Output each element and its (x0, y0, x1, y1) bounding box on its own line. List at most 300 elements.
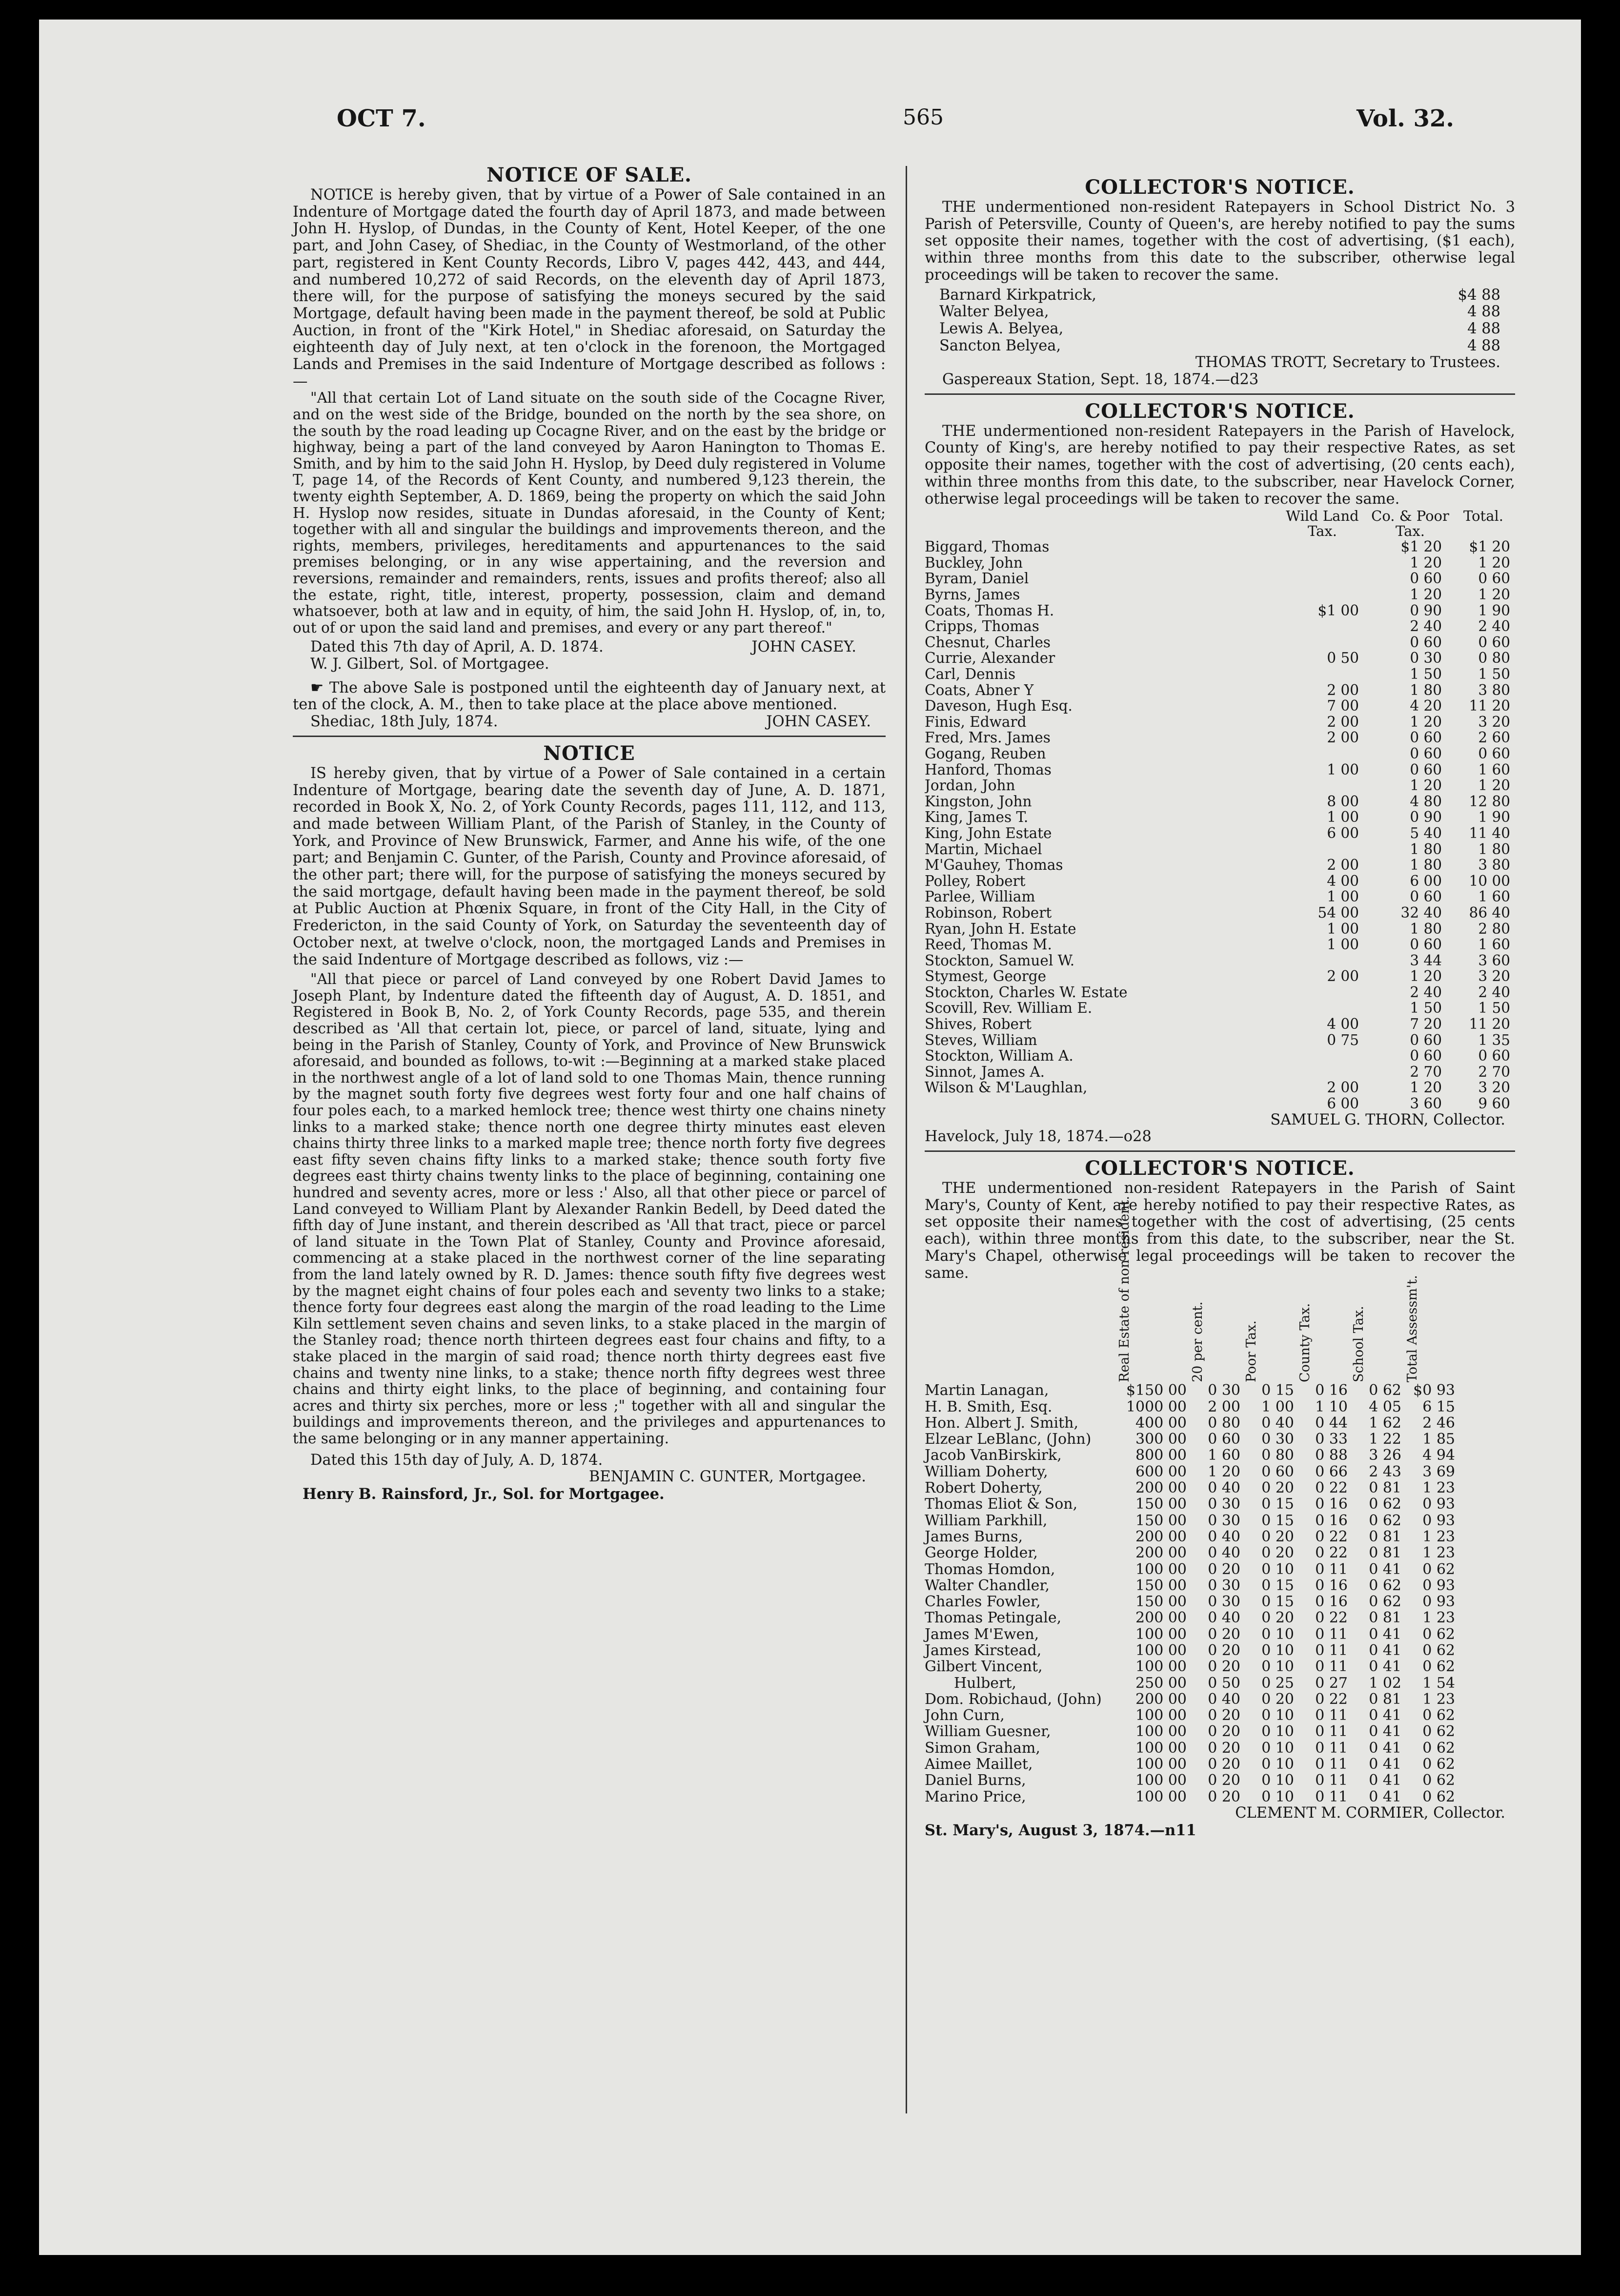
collector2-total: 1 35 (1478, 1031, 1510, 1048)
collector2-co: 0 60 (1410, 1047, 1442, 1065)
collector3-name: James Kirstead, (925, 1642, 1042, 1659)
collector2-wild: 7 00 (1327, 697, 1359, 715)
collector3-poor: 0 20 (1261, 1544, 1294, 1562)
collector3-poor: 0 10 (1261, 1772, 1294, 1789)
collector3-total: 0 62 (1422, 1642, 1455, 1659)
collector2-wild: $1 00 (1317, 602, 1359, 619)
collector2-wild: 8 00 (1327, 793, 1359, 810)
collector2-co: 1 20 (1410, 586, 1442, 603)
collector3-row (925, 1545, 1459, 1561)
collector2-total: 1 20 (1478, 777, 1510, 794)
collector3-total: 1 23 (1422, 1528, 1455, 1545)
collector2-name: Wilson & M'Laughlan, (925, 1080, 1088, 1096)
collector3-pct: 0 80 (1208, 1414, 1240, 1432)
collector3-school: 0 81 (1369, 1609, 1401, 1627)
collector3-county: 0 16 (1315, 1593, 1348, 1611)
collector2-name: Daveson, Hugh Esq. (925, 698, 1073, 714)
collector3-school: 0 81 (1369, 1528, 1401, 1545)
collector2-total: 3 60 (1478, 952, 1510, 969)
collector3-row (925, 1431, 1459, 1447)
collector2-total: 11 40 (1469, 824, 1510, 841)
collector3-name: Thomas Petingale, (925, 1609, 1062, 1627)
collector3-name: Hulbert, (954, 1674, 1016, 1692)
collector3-row (925, 1642, 1459, 1659)
collector2-wild (1276, 1064, 1369, 1080)
section-divider (293, 736, 886, 737)
collector3-total: 1 23 (1422, 1690, 1455, 1708)
collector3-poor: 0 20 (1261, 1690, 1294, 1708)
collector2-co: 3 44 (1410, 952, 1442, 969)
collector3-row (925, 1772, 1459, 1788)
collector2-co: 1 80 (1410, 920, 1442, 937)
collector3-header-total: Total Assessm't. (1405, 1275, 1420, 1383)
collector3-pct: 0 30 (1208, 1512, 1240, 1529)
collector3-poor: 0 15 (1261, 1512, 1294, 1529)
collector2-row (925, 698, 1515, 714)
collector3-school: 0 41 (1369, 1723, 1401, 1741)
collector3-school: 1 62 (1369, 1414, 1401, 1432)
collector2-name: Coats, Abner Y (925, 682, 1034, 698)
collector3-school: 1 22 (1369, 1431, 1401, 1448)
collector3-school: 0 81 (1369, 1690, 1401, 1708)
collector2-wild (1276, 778, 1369, 794)
collector2-wild (1276, 555, 1369, 571)
collector3-pct: 0 40 (1208, 1479, 1240, 1497)
collector3-pct: 0 20 (1208, 1772, 1240, 1789)
collector2-name: Byram, Daniel (925, 571, 1029, 587)
collector3-poor: 0 10 (1261, 1756, 1294, 1773)
collector3-pct: 0 60 (1208, 1431, 1240, 1448)
collector2-header-row (925, 509, 1515, 539)
collector2-name: Martin, Michael (925, 841, 1042, 858)
postponement-notice: ☛ The above Sale is postponed until the eighteenth day of January next, at ten of the clock, A. M., then to take place at the place above mentioned. (293, 679, 886, 714)
collector1-amount: $4 88 (1458, 286, 1500, 304)
collector2-row (925, 825, 1515, 841)
collector2-name: Sinnot, James A. (925, 1064, 1045, 1080)
collector3-school: 0 62 (1369, 1512, 1401, 1529)
notice-of-sale-solicitor: W. J. Gilbert, Sol. of Mortgagee. (310, 656, 549, 673)
collector3-total: 0 62 (1422, 1658, 1455, 1676)
collector1-table (925, 287, 1515, 355)
collector1-name: Lewis A. Belyea, (939, 320, 1064, 337)
collector3-row (925, 1399, 1459, 1415)
collector3-row (925, 1513, 1459, 1529)
collector2-wild: 1 00 (1327, 761, 1359, 778)
collector3-pct: 0 20 (1208, 1560, 1240, 1578)
notice-of-sale-title: NOTICE OF SALE. (486, 164, 692, 186)
collector3-school: 0 41 (1369, 1560, 1401, 1578)
collector2-name: Hanford, Thomas (925, 761, 1052, 778)
collector2-row (925, 921, 1515, 937)
collector2-name: Buckley, John (925, 554, 1023, 571)
collector2-total: 3 20 (1478, 968, 1510, 985)
collector2-co: 1 20 (1410, 1079, 1442, 1096)
collector3-row (925, 1610, 1459, 1626)
collector3-pct: 0 20 (1208, 1707, 1240, 1724)
collector2-name: Currie, Alexander (925, 650, 1055, 666)
collector3-total: 0 93 (1422, 1577, 1455, 1594)
collector3-county: 0 11 (1315, 1560, 1348, 1578)
collector3-estate: 600 00 (1135, 1463, 1187, 1480)
collector3-county: 0 22 (1315, 1528, 1348, 1545)
collector3-row (925, 1691, 1459, 1707)
collector2-wild (1276, 635, 1369, 651)
collector3-estate: 100 00 (1135, 1788, 1187, 1805)
collector2-row (925, 794, 1515, 810)
collector3-row (925, 1561, 1459, 1578)
collector2-co: 0 90 (1410, 602, 1442, 619)
collector2-co: 0 30 (1410, 650, 1442, 667)
collector2-total: 2 80 (1478, 920, 1510, 937)
collector3-total: 2 46 (1422, 1414, 1455, 1432)
collector3-county: 0 66 (1315, 1463, 1348, 1480)
collector2-row (925, 778, 1515, 794)
collector3-county: 0 11 (1315, 1739, 1348, 1757)
collector2-wild: 54 00 (1317, 904, 1359, 921)
collector2-co: 0 90 (1410, 809, 1442, 826)
collector3-county: 0 11 (1315, 1756, 1348, 1773)
collector2-row (925, 889, 1515, 905)
collector3-name: Dom. Robichaud, (John) (925, 1690, 1102, 1708)
collector2-co: 32 40 (1400, 904, 1442, 921)
collector2-name: Stymest, George (925, 968, 1047, 984)
collector2-total: $1 20 (1469, 538, 1510, 555)
collector2-co: 0 60 (1410, 888, 1442, 905)
collector2-wild: 1 00 (1327, 809, 1359, 826)
collector3-poor: 0 80 (1261, 1447, 1294, 1464)
collector2-total: 1 90 (1478, 602, 1510, 619)
collector2-wild: 2 00 (1327, 968, 1359, 985)
collector3-total: 3 69 (1422, 1463, 1455, 1480)
collector2-total: 0 60 (1478, 570, 1510, 587)
collector2-intro: THE undermentioned non-resident Ratepayers in the Parish of Havelock, County of King's, are hereby notified to pay their respective Rates, as set opposite their names, together with the cost of advertising, (20 cents each), within three months from this date, to the subscriber, near Havelock Corner, otherwise legal proceedings will be taken to recover the same. (925, 422, 1515, 508)
collector3-county: 0 27 (1315, 1674, 1348, 1692)
collector3-row (925, 1626, 1459, 1642)
collector3-total: 0 62 (1422, 1788, 1455, 1805)
collector2-total: 10 00 (1469, 872, 1510, 889)
collector1-row (939, 338, 1515, 355)
collector3-poor: 0 60 (1261, 1463, 1294, 1480)
collector2-name: Kingston, John (925, 793, 1032, 810)
collector2-row (925, 873, 1515, 889)
collector2-total: 86 40 (1469, 904, 1510, 921)
collector2-total: 1 60 (1478, 761, 1510, 778)
collector3-estate: 100 00 (1135, 1739, 1187, 1757)
collector3-school: 0 41 (1369, 1707, 1401, 1724)
collector2-total: 3 80 (1478, 681, 1510, 698)
collector3-estate: 100 00 (1135, 1642, 1187, 1659)
collector3-poor: 0 10 (1261, 1723, 1294, 1741)
collector2-total: 12 80 (1469, 793, 1510, 810)
collector3-name: Hon. Albert J. Smith, (925, 1414, 1079, 1432)
collector3-school: 0 81 (1369, 1479, 1401, 1497)
collector2-wild: 6 00 (1327, 1095, 1359, 1112)
collector2-name: Shives, Robert (925, 1016, 1032, 1032)
collector2-co: 6 00 (1410, 872, 1442, 889)
collector2-co: 0 60 (1410, 570, 1442, 587)
collector3-name: William Doherty, (925, 1463, 1048, 1480)
collector2-row (925, 968, 1515, 984)
postponement-sign-row (293, 714, 886, 731)
collector1-name: Barnard Kirkpatrick, (939, 287, 1096, 304)
collector2-place: Havelock, July 18, 1874.—o28 (925, 1128, 1152, 1146)
collector3-estate: 100 00 (1135, 1658, 1187, 1676)
collector2-co: 4 20 (1410, 697, 1442, 715)
collector3-total: 0 93 (1422, 1496, 1455, 1513)
collector3-poor: 0 15 (1261, 1382, 1294, 1399)
collector3-poor: 0 10 (1261, 1560, 1294, 1578)
collector2-co: 2 70 (1410, 1063, 1442, 1080)
collector2-wild: 2 00 (1327, 713, 1359, 730)
collector3-name: Gilbert Vincent, (925, 1658, 1043, 1676)
collector3-estate: 100 00 (1135, 1723, 1187, 1741)
collector3-pct: 0 40 (1208, 1609, 1240, 1627)
collector3-row (925, 1415, 1459, 1431)
collector2-wild: 4 00 (1327, 1016, 1359, 1033)
collector2-name: M'Gauhey, Thomas (925, 857, 1063, 873)
collector2-row (925, 650, 1515, 666)
collector3-school: 3 26 (1369, 1447, 1401, 1464)
collector3-total: 1 23 (1422, 1479, 1455, 1497)
collector3-name: Jacob VanBirskirk, (925, 1447, 1062, 1464)
collector2-total: 3 20 (1478, 1079, 1510, 1096)
collector2-total: 1 90 (1478, 809, 1510, 826)
collector3-name: H. B. Smith, Esq. (925, 1398, 1053, 1415)
collector3-total: 0 62 (1422, 1560, 1455, 1578)
collector2-total: 1 60 (1478, 888, 1510, 905)
collector3-poor: 0 10 (1261, 1707, 1294, 1724)
collector2-name: Coats, Thomas H. (925, 602, 1054, 619)
collector3-estate: 250 00 (1135, 1674, 1187, 1692)
collector3-poor: 0 20 (1261, 1528, 1294, 1545)
collector3-school: 0 81 (1369, 1544, 1401, 1562)
notice2-dated: Dated this 15th day of July, A. D, 1874. (310, 1451, 603, 1469)
collector3-poor: 0 10 (1261, 1642, 1294, 1659)
collector3-pct: 1 60 (1208, 1447, 1240, 1464)
collector2-row (925, 1096, 1515, 1112)
collector3-school: 0 41 (1369, 1739, 1401, 1757)
postponement-signer: JOHN CASEY. (766, 713, 871, 731)
notice-of-sale-para2: "All that certain Lot of Land situate on the south side of the Cocagne River, and on the west side of the Bridge, bounded on the north by the sea shore, on the south by the road leading up Cocagne River, and on the east by the bridge or highway, being a part of the land conveyed by Aaron Hanington to Thomas E. Smith, and by him to the said John H. Hyslop, by Deed duly registered in Volume T, page 14, of the Records of Kent County, and numbered 9,123 therein, the twenty eighth September, A. D. 1869, being the property on which the said John H. Hyslop now resides, situate in Dundas aforesaid, in the County of Kent; together with all and singular the buildings and improvements thereon, and the rights, members, privileges, hereditaments and appurtenances to the said premises belonging, or in any wise appertaining, and the reversion and reversions, remainder and remainders, rents, issues and profits thereof; also all the estate, right, title, interest, property, possession, claim and demand whatsoever, both at law and in equity, of him, the said John H. Hyslop, of, in, to, out of or upon the said land and premises, and every or any part thereof." (293, 390, 886, 636)
collector2-name: Fred, Mrs. James (925, 730, 1051, 746)
issue-date: OCT 7. (337, 105, 426, 132)
collector3-name: Robert Doherty, (925, 1479, 1043, 1497)
collector2-total: 3 20 (1478, 713, 1510, 730)
collector3-estate: 300 00 (1135, 1431, 1187, 1448)
collector2-name: Polley, Robert (925, 873, 1026, 889)
collector2-row (925, 762, 1515, 778)
notice2-para2: "All that piece or parcel of Land conveyed by one Robert David James to Joseph Plant, by Indenture dated the fifteenth day of August, A. D. 1851, and Registered in Book B, No. 2, of York County Records, page 535, and therein described as 'All that certain lot, piece, or parcel of land, situate, lying and being in the Parish of Stanley, County of York, and Province of New Brunswick aforesaid, and bounded as follows, to-wit :—Beginning at a marked stake placed in the northwest angle of a lot of land sold to one Thomas Main, thence running by the magnet south forty five degrees west forty four and one half chains of four poles each, to a marked hemlock tree; thence west thirty one chains ninety links to a marked stake; thence north one degree thirty minutes east eleven chains thirty three links to a marked maple tree; thence north forty five degrees east fifty seven chains fifty links to a marked stake; thence south forty five degrees east thirty chains twenty links to the place of beginning, containing one hundred and seventy acres, more or less :' Also, all that other piece or parcel of Land conveyed to William Plant by Alexander Rankin Bedell, by Deed dated the fifth day of June instant, and therein described as 'All that tract, piece or parcel of land situate in the Town Plat of Stanley, County and Province aforesaid, commencing at a stake placed in the northwest corner of the line separating from the land lately owned by R. D. James: thence south fifty five degrees west by the magnet eight chains of four poles each and seventy two links to a stake; thence forty four degrees east along the margin of the road leading to the Lime Kiln settlement seven chains and seven links, to a stake placed in the margin of the Stanley road; thence north thirteen degrees east four chains and fifty, to a stake placed in the margin of said road; thence north thirty degrees east five chains and twenty nine links, to a stake; thence north fifty degrees west three chains and thirty eight links, to the place of beginning, and containing four acres and thirty six perches, more or less ;" together with all and singular the buildings and improvements thereon, and the privileges and appurtenances to the same belonging or in any manner appertaining. (293, 971, 886, 1447)
collector1-amount: 4 88 (1467, 303, 1500, 321)
collector3-row (925, 1382, 1459, 1398)
collector3-pct: 0 30 (1208, 1577, 1240, 1594)
collector3-estate: 150 00 (1135, 1593, 1187, 1611)
collector2-row (925, 1064, 1515, 1080)
collector3-total: 1 23 (1422, 1544, 1455, 1562)
collector3-total: 1 85 (1422, 1431, 1455, 1448)
collector2-total: 0 60 (1478, 745, 1510, 762)
collector2-co: 0 60 (1410, 1031, 1442, 1048)
left-column (293, 164, 886, 1503)
collector2-wild: 1 00 (1327, 936, 1359, 953)
collector2-wild: 0 50 (1327, 650, 1359, 667)
collector3-estate: 200 00 (1135, 1690, 1187, 1708)
collector3-total: 0 93 (1422, 1593, 1455, 1611)
collector2-total: 0 60 (1478, 1047, 1510, 1065)
collector2-name: Biggard, Thomas (925, 539, 1050, 555)
collector3-name: William Guesner, (925, 1723, 1051, 1741)
collector3-county: 0 16 (1315, 1496, 1348, 1513)
collector2-co: 0 60 (1410, 936, 1442, 953)
collector2-wild: 6 00 (1327, 824, 1359, 841)
collector2-co: 0 60 (1410, 761, 1442, 778)
collector2-wild: 2 00 (1327, 857, 1359, 874)
collector2-name: Carl, Dennis (925, 666, 1016, 682)
collector3-estate: 150 00 (1135, 1512, 1187, 1529)
collector3-name: Aimee Maillet, (925, 1756, 1033, 1773)
collector3-header-estate: Real Estate of non-resident. (1117, 1196, 1132, 1383)
collector3-school: 4 05 (1369, 1398, 1401, 1415)
collector2-co: 0 60 (1410, 634, 1442, 651)
collector3-row (925, 1464, 1459, 1480)
collector3-pct: 0 20 (1208, 1658, 1240, 1676)
notice2-title: NOTICE (543, 741, 635, 765)
collector2-row (925, 539, 1515, 555)
collector2-row (925, 618, 1515, 635)
collector2-row (925, 587, 1515, 603)
notice-of-sale-para1: NOTICE is hereby given, that by virtue of a Power of Sale contained in an Indenture of Mortgage dated the fourth day of April 1873, and made between John H. Hyslop, of Dundas, in the County of Kent, Hotel Keeper, of the one part, and John Casey, of Shediac, in the County of Westmorland, of the other part, registered in Kent County Records, Libro V, pages 442, 443, and 444, and numbered 10,272 of said Records, on the eleventh day of April 1873, there will, for the purpose of satisfying the moneys secured by the said Mortgage, default having been made in the payment thereof, be sold at Public Auction, in front of the "Kirk Hotel," in Shediac aforesaid, on Saturday the eighteenth day of July next, at ten o'clock in the forenoon, the Mortgaged Lands and Premises in the said Indenture of Mortgage described as follows :— (293, 186, 886, 390)
collector2-wild (1276, 587, 1369, 603)
collector2-co: 3 60 (1410, 1095, 1442, 1112)
collector2-row (925, 682, 1515, 698)
collector2-wild (1276, 841, 1369, 858)
collector1-row (939, 321, 1515, 338)
collector3-county: 0 11 (1315, 1625, 1348, 1643)
collector2-name: King, James T. (925, 809, 1029, 825)
collector2-name: Ryan, John H. Estate (925, 921, 1076, 937)
collector3-poor: 0 15 (1261, 1496, 1294, 1513)
collector2-total: 0 80 (1478, 650, 1510, 667)
collector3-pct: 0 30 (1208, 1382, 1240, 1399)
column-rule (906, 166, 907, 2113)
notice-of-sale-dated-row (293, 639, 886, 656)
collector2-name: Steves, William (925, 1032, 1037, 1048)
notice-of-sale-dated: Dated this 7th day of April, A. D. 1874. (310, 638, 604, 656)
collector3-school: 0 41 (1369, 1658, 1401, 1676)
collector2-name: Jordan, John (925, 778, 1015, 794)
collector3-name: Daniel Burns, (925, 1772, 1026, 1789)
collector2-co: 1 80 (1410, 681, 1442, 698)
collector3-school: 2 43 (1369, 1463, 1401, 1480)
collector3-county: 0 11 (1315, 1772, 1348, 1789)
collector1-row (939, 287, 1515, 304)
collector3-name: Thomas Homdon, (925, 1560, 1055, 1578)
collector2-row (925, 1048, 1515, 1064)
collector2-total: 1 50 (1478, 1000, 1510, 1017)
collector3-row (925, 1578, 1459, 1594)
collector3-county: 0 22 (1315, 1544, 1348, 1562)
collector2-row (925, 1080, 1515, 1096)
collector2-row (925, 841, 1515, 858)
collector3-pct: 0 20 (1208, 1642, 1240, 1659)
collector2-row (925, 555, 1515, 571)
collector3-pct: 0 30 (1208, 1496, 1240, 1513)
collector3-poor: 0 10 (1261, 1658, 1294, 1676)
collector3-poor: 1 00 (1261, 1398, 1294, 1415)
collector3-county: 0 33 (1315, 1431, 1348, 1448)
collector3-estate: 100 00 (1135, 1625, 1187, 1643)
collector3-county: 1 10 (1315, 1398, 1348, 1415)
collector2-name: Reed, Thomas M. (925, 937, 1052, 953)
section-divider (925, 393, 1515, 395)
collector2-total: 3 80 (1478, 857, 1510, 874)
collector3-row (925, 1529, 1459, 1545)
collector3-poor: 0 10 (1261, 1788, 1294, 1805)
collector2-name: Finis, Edward (925, 714, 1027, 730)
collector3-total: 1 23 (1422, 1609, 1455, 1627)
collector3-row (925, 1496, 1459, 1512)
collector3-total: 0 62 (1422, 1772, 1455, 1789)
collector3-estate: 200 00 (1135, 1609, 1187, 1627)
collector3-poor: 0 20 (1261, 1479, 1294, 1497)
collector3-poor: 0 25 (1261, 1674, 1294, 1692)
collector3-name: Simon Graham, (925, 1739, 1040, 1757)
collector2-total: 2 40 (1478, 618, 1510, 635)
collector3-estate: 200 00 (1135, 1544, 1187, 1562)
collector3-pct: 0 20 (1208, 1756, 1240, 1773)
collector3-row (925, 1594, 1459, 1610)
collector2-name: Gogang, Reuben (925, 745, 1046, 762)
collector3-county: 0 22 (1315, 1690, 1348, 1708)
collector2-row (925, 1032, 1515, 1048)
collector2-name: Byrns, James (925, 587, 1020, 603)
collector2-name: Stockton, William A. (925, 1048, 1073, 1064)
collector2-row (925, 1000, 1515, 1016)
collector3-county: 0 44 (1315, 1414, 1348, 1432)
collector2-row (925, 746, 1515, 762)
collector2-row (925, 1016, 1515, 1032)
collector2-title: COLLECTOR'S NOTICE. (1085, 399, 1355, 423)
collector2-name: Parlee, William (925, 889, 1035, 905)
collector3-header-school: School Tax. (1351, 1306, 1366, 1383)
collector2-total: 9 60 (1478, 1095, 1510, 1112)
collector3-poor: 0 15 (1261, 1577, 1294, 1594)
collector2-total: 1 20 (1478, 554, 1510, 571)
collector3-poor: 0 40 (1261, 1414, 1294, 1432)
collector3-poor: 0 30 (1261, 1431, 1294, 1448)
collector2-row (925, 857, 1515, 873)
collector3-intro: THE undermentioned non-resident Ratepayers in the Parish of Saint Mary's, County of Kent, are hereby notified to pay their respective Rates, as set opposite their names together with the cost of advertising, (25 cents each), within three months from this date, to the subscriber, near the St. Mary's Chapel, otherwise legal proceedings will be taken to recover the same. (925, 1180, 1515, 1282)
collector2-wild (1276, 666, 1369, 682)
collector3-row (925, 1756, 1459, 1772)
collector3-county: 0 11 (1315, 1642, 1348, 1659)
collector2-co: 7 20 (1410, 1016, 1442, 1033)
collector2-co: 1 20 (1410, 777, 1442, 794)
collector2-total: 11 20 (1469, 697, 1510, 715)
volume-number: Vol. 32. (1357, 105, 1455, 132)
collector2-wild (1276, 571, 1369, 587)
collector2-wild: 4 00 (1327, 872, 1359, 889)
collector3-name: Martin Lanagan, (925, 1382, 1049, 1399)
collector2-name: Scovill, Rev. William E. (925, 1000, 1093, 1017)
collector2-row (925, 905, 1515, 921)
collector3-school: 0 41 (1369, 1642, 1401, 1659)
collector3-estate: 800 00 (1135, 1447, 1187, 1464)
collector3-total: 6 15 (1422, 1398, 1455, 1415)
collector2-name: Chesnut, Charles (925, 634, 1051, 651)
collector2-total: 1 50 (1478, 666, 1510, 682)
collector2-co: 1 20 (1410, 713, 1442, 730)
